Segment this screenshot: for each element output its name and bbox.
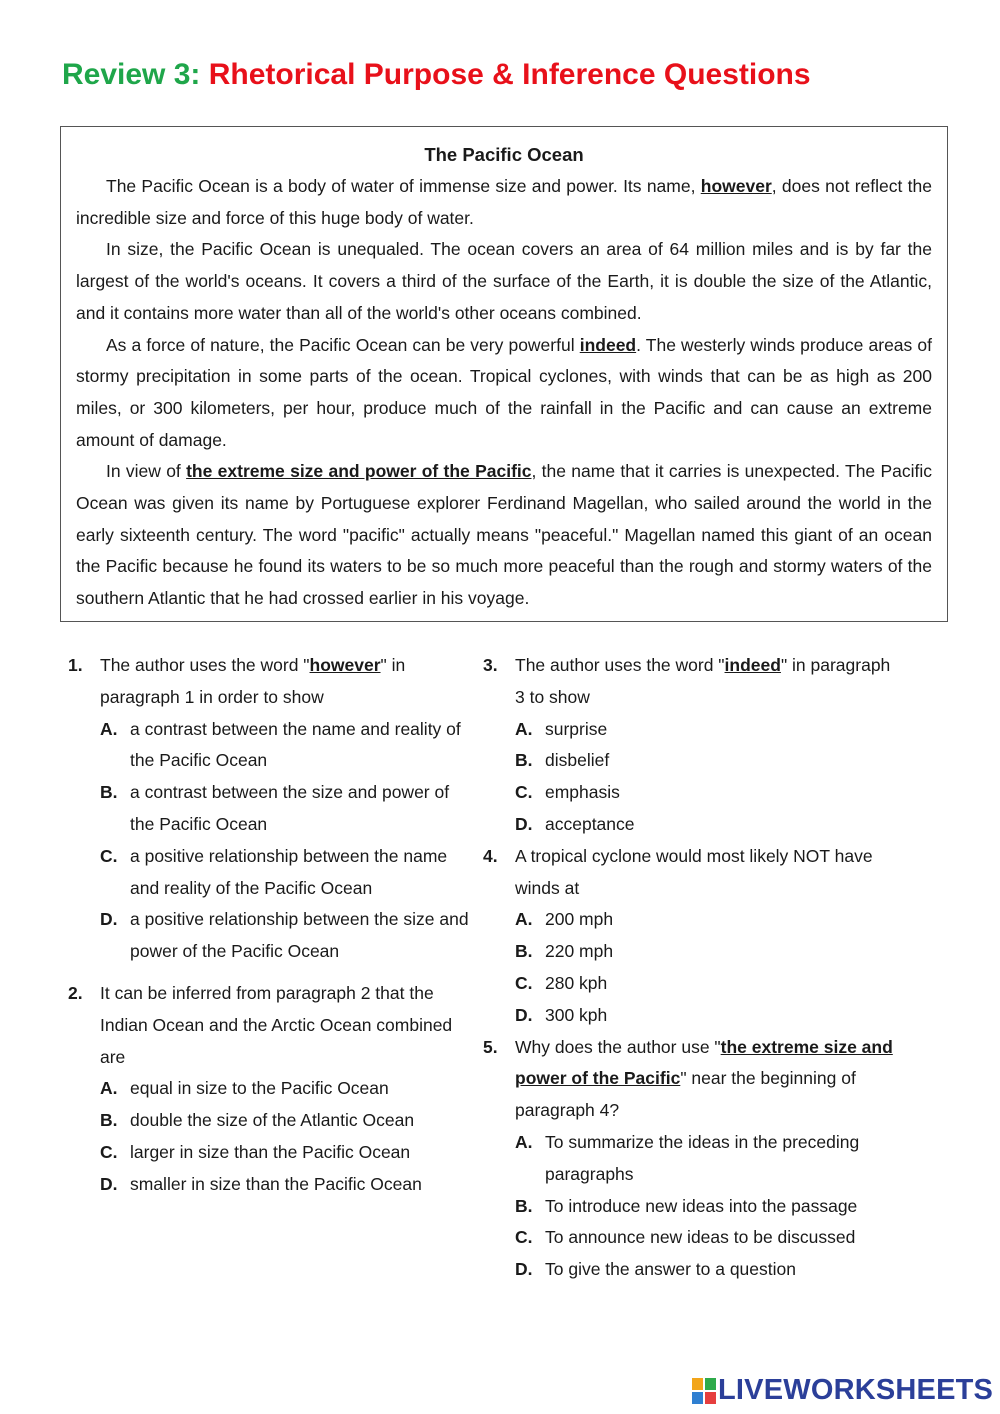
option-text: equal in size to the Pacific Ocean bbox=[130, 1078, 389, 1099]
reading-passage bbox=[60, 126, 948, 622]
option-letter: C. bbox=[515, 1227, 533, 1248]
paragraph-4 bbox=[76, 456, 932, 615]
answer-option-b[interactable] bbox=[100, 777, 473, 841]
option-letter: C. bbox=[100, 1141, 118, 1162]
option-letter: A. bbox=[100, 718, 118, 739]
answer-option-a[interactable] bbox=[100, 714, 473, 778]
option-letter: A. bbox=[515, 718, 533, 739]
paragraph-1-text-b: , does not reflect the incredible size and force of this huge body of water. bbox=[76, 176, 932, 228]
question-stem bbox=[515, 650, 903, 714]
paragraph-1 bbox=[76, 171, 932, 234]
option-letter: A. bbox=[515, 909, 533, 930]
title-main: Rhetorical Purpose & Inference Questions bbox=[208, 58, 811, 91]
answer-option-c[interactable] bbox=[515, 968, 903, 1000]
question-4 bbox=[483, 841, 903, 1032]
option-letter: C. bbox=[515, 972, 533, 993]
option-letter: B. bbox=[515, 941, 533, 962]
option-text: surprise bbox=[545, 718, 608, 739]
option-letter: D. bbox=[515, 1004, 533, 1025]
question-number: 2. bbox=[68, 982, 83, 1003]
option-letter: D. bbox=[100, 1173, 118, 1194]
answer-option-d[interactable] bbox=[100, 904, 473, 968]
liveworksheets-brand: LIVEWORKSHEETS bbox=[718, 1374, 994, 1406]
keyword-however: however bbox=[700, 176, 772, 196]
liveworksheets-logo bbox=[692, 1374, 993, 1407]
option-letter: D. bbox=[100, 909, 118, 930]
paragraph-3-text-a: As a force of nature, the Pacific Ocean can be very powerful bbox=[106, 334, 580, 355]
option-text: a positive relationship between the name and reality of the Pacific Ocean bbox=[130, 845, 448, 898]
option-letter: C. bbox=[100, 845, 118, 866]
question-number: 4. bbox=[483, 845, 498, 866]
liveworksheets-logo-icon bbox=[692, 1378, 716, 1404]
option-letter: B. bbox=[100, 782, 118, 803]
answer-option-c[interactable] bbox=[515, 777, 903, 809]
option-text: To introduce new ideas into the passage bbox=[545, 1195, 858, 1216]
option-letter: B. bbox=[515, 1195, 533, 1216]
keyword-extreme-size: the extreme size and power of the Pacific bbox=[186, 461, 532, 482]
passage-heading: The Pacific Ocean bbox=[424, 144, 584, 165]
answer-option-b[interactable] bbox=[100, 1105, 473, 1137]
stem-text-b: " in paragraph 3 to show bbox=[515, 655, 891, 707]
answer-option-b[interactable] bbox=[515, 745, 903, 777]
paragraph-4-text-a: In view of bbox=[106, 461, 187, 482]
answer-option-b[interactable] bbox=[515, 1191, 903, 1223]
option-text: 280 kph bbox=[545, 972, 608, 993]
answer-option-d[interactable] bbox=[515, 809, 903, 841]
option-text: To give the answer to a question bbox=[545, 1259, 796, 1280]
option-letter: B. bbox=[100, 1110, 118, 1131]
option-text: 300 kph bbox=[545, 1004, 608, 1025]
question-number: 5. bbox=[483, 1036, 498, 1057]
stem-text-a: The author uses the word " bbox=[100, 655, 310, 675]
answer-option-c[interactable] bbox=[515, 1222, 903, 1254]
answer-option-c[interactable] bbox=[100, 1137, 473, 1169]
question-3 bbox=[483, 650, 903, 841]
option-letter: D. bbox=[515, 813, 533, 834]
keyword-indeed: indeed bbox=[579, 334, 637, 355]
answer-option-a[interactable] bbox=[100, 1073, 473, 1105]
option-text: 220 mph bbox=[545, 941, 614, 962]
option-text: a positive relationship between the size and power of the Pacific Ocean bbox=[130, 909, 469, 962]
question-stem: It can be inferred from paragraph 2 that the Indian Ocean and the Arctic Ocean combined are bbox=[100, 982, 453, 1067]
question-stem: A tropical cyclone would most likely NOT have winds at bbox=[515, 845, 873, 898]
option-text: a contrast between the name and reality of the Pacific Ocean bbox=[130, 718, 461, 771]
option-text: To summarize the ideas in the preceding paragraphs bbox=[545, 1131, 860, 1184]
paragraph-1-text-a: The Pacific Ocean is a body of water of immense size and power. Its name, bbox=[106, 176, 701, 196]
answer-option-b[interactable] bbox=[515, 936, 903, 968]
answer-option-d[interactable] bbox=[515, 1254, 903, 1286]
stem-text-b: " in paragraph 1 in order to show bbox=[100, 655, 406, 707]
option-text: 200 mph bbox=[545, 909, 614, 930]
question-stem bbox=[100, 650, 473, 714]
stem-keyword: the extreme size and power of the Pacific bbox=[515, 1036, 893, 1089]
question-stem bbox=[515, 1032, 903, 1127]
paragraph-3-text-b: . The westerly winds produce areas of stormy precipitation in some parts of the ocean. Tropical cyclones, with winds that can be as high as 200 miles, or 300 kilometers, per hour, produce much of the rainfall in the Pacific and can cause an extreme amount of damage. bbox=[76, 334, 932, 450]
option-letter: D. bbox=[515, 1259, 533, 1280]
question-number: 1. bbox=[68, 655, 83, 675]
option-letter: A. bbox=[515, 1131, 533, 1152]
option-text: double the size of the Atlantic Ocean bbox=[130, 1110, 415, 1131]
option-text: disbelief bbox=[545, 750, 610, 771]
answer-option-a[interactable] bbox=[515, 904, 903, 936]
option-letter: B. bbox=[515, 750, 533, 771]
option-text: acceptance bbox=[545, 813, 635, 834]
option-text: To announce new ideas to be discussed bbox=[545, 1227, 856, 1248]
answer-option-c[interactable] bbox=[100, 841, 473, 905]
option-text: smaller in size than the Pacific Ocean bbox=[130, 1173, 422, 1194]
questions-right-column bbox=[483, 650, 903, 1286]
option-text: a contrast between the size and power of the Pacific Ocean bbox=[130, 782, 450, 834]
title-prefix: Review 3: bbox=[62, 58, 201, 91]
page-title bbox=[62, 58, 811, 92]
paragraph-4-text-b: , the name that it carries is unexpected. The Pacific Ocean was given its name by Portuguese explorer Ferdinand Magellan, who sailed around the world in the early sixteenth century. The word "pacific" actually means "peaceful." Magellan named this giant of an ocean the Pacific because he found its waters to be so much more peaceful than the rough and stormy waters of the southern Atlantic that he had crossed earlier in his voyage. bbox=[76, 461, 933, 609]
answer-option-d[interactable] bbox=[515, 1000, 903, 1032]
option-letter: A. bbox=[100, 1078, 118, 1099]
answer-option-a[interactable] bbox=[515, 714, 903, 746]
option-text: emphasis bbox=[545, 782, 620, 803]
questions-left-column bbox=[68, 650, 473, 1201]
paragraph-2: In size, the Pacific Ocean is unequaled. The ocean covers an area of 64 million miles and is by far the largest of the world's oceans. It covers a third of the surface of the Earth, it is double the size of the Atlantic, and it contains more water than all of the world's other oceans combined. bbox=[76, 239, 932, 323]
paragraph-3 bbox=[76, 330, 932, 457]
option-letter: C. bbox=[515, 782, 533, 803]
option-text: larger in size than the Pacific Ocean bbox=[130, 1141, 411, 1162]
answer-option-a[interactable] bbox=[515, 1127, 903, 1191]
answer-option-d[interactable] bbox=[100, 1169, 473, 1201]
question-1 bbox=[68, 650, 473, 968]
stem-keyword: however bbox=[309, 655, 381, 675]
question-number: 3. bbox=[483, 655, 498, 675]
question-5 bbox=[483, 1032, 903, 1286]
stem-text-a: The author uses the word " bbox=[515, 655, 725, 675]
stem-text-a: Why does the author use " bbox=[515, 1036, 721, 1057]
stem-keyword: indeed bbox=[724, 655, 781, 675]
stem-text-b: " near the beginning of paragraph 4? bbox=[515, 1068, 856, 1121]
question-2 bbox=[68, 978, 473, 1201]
